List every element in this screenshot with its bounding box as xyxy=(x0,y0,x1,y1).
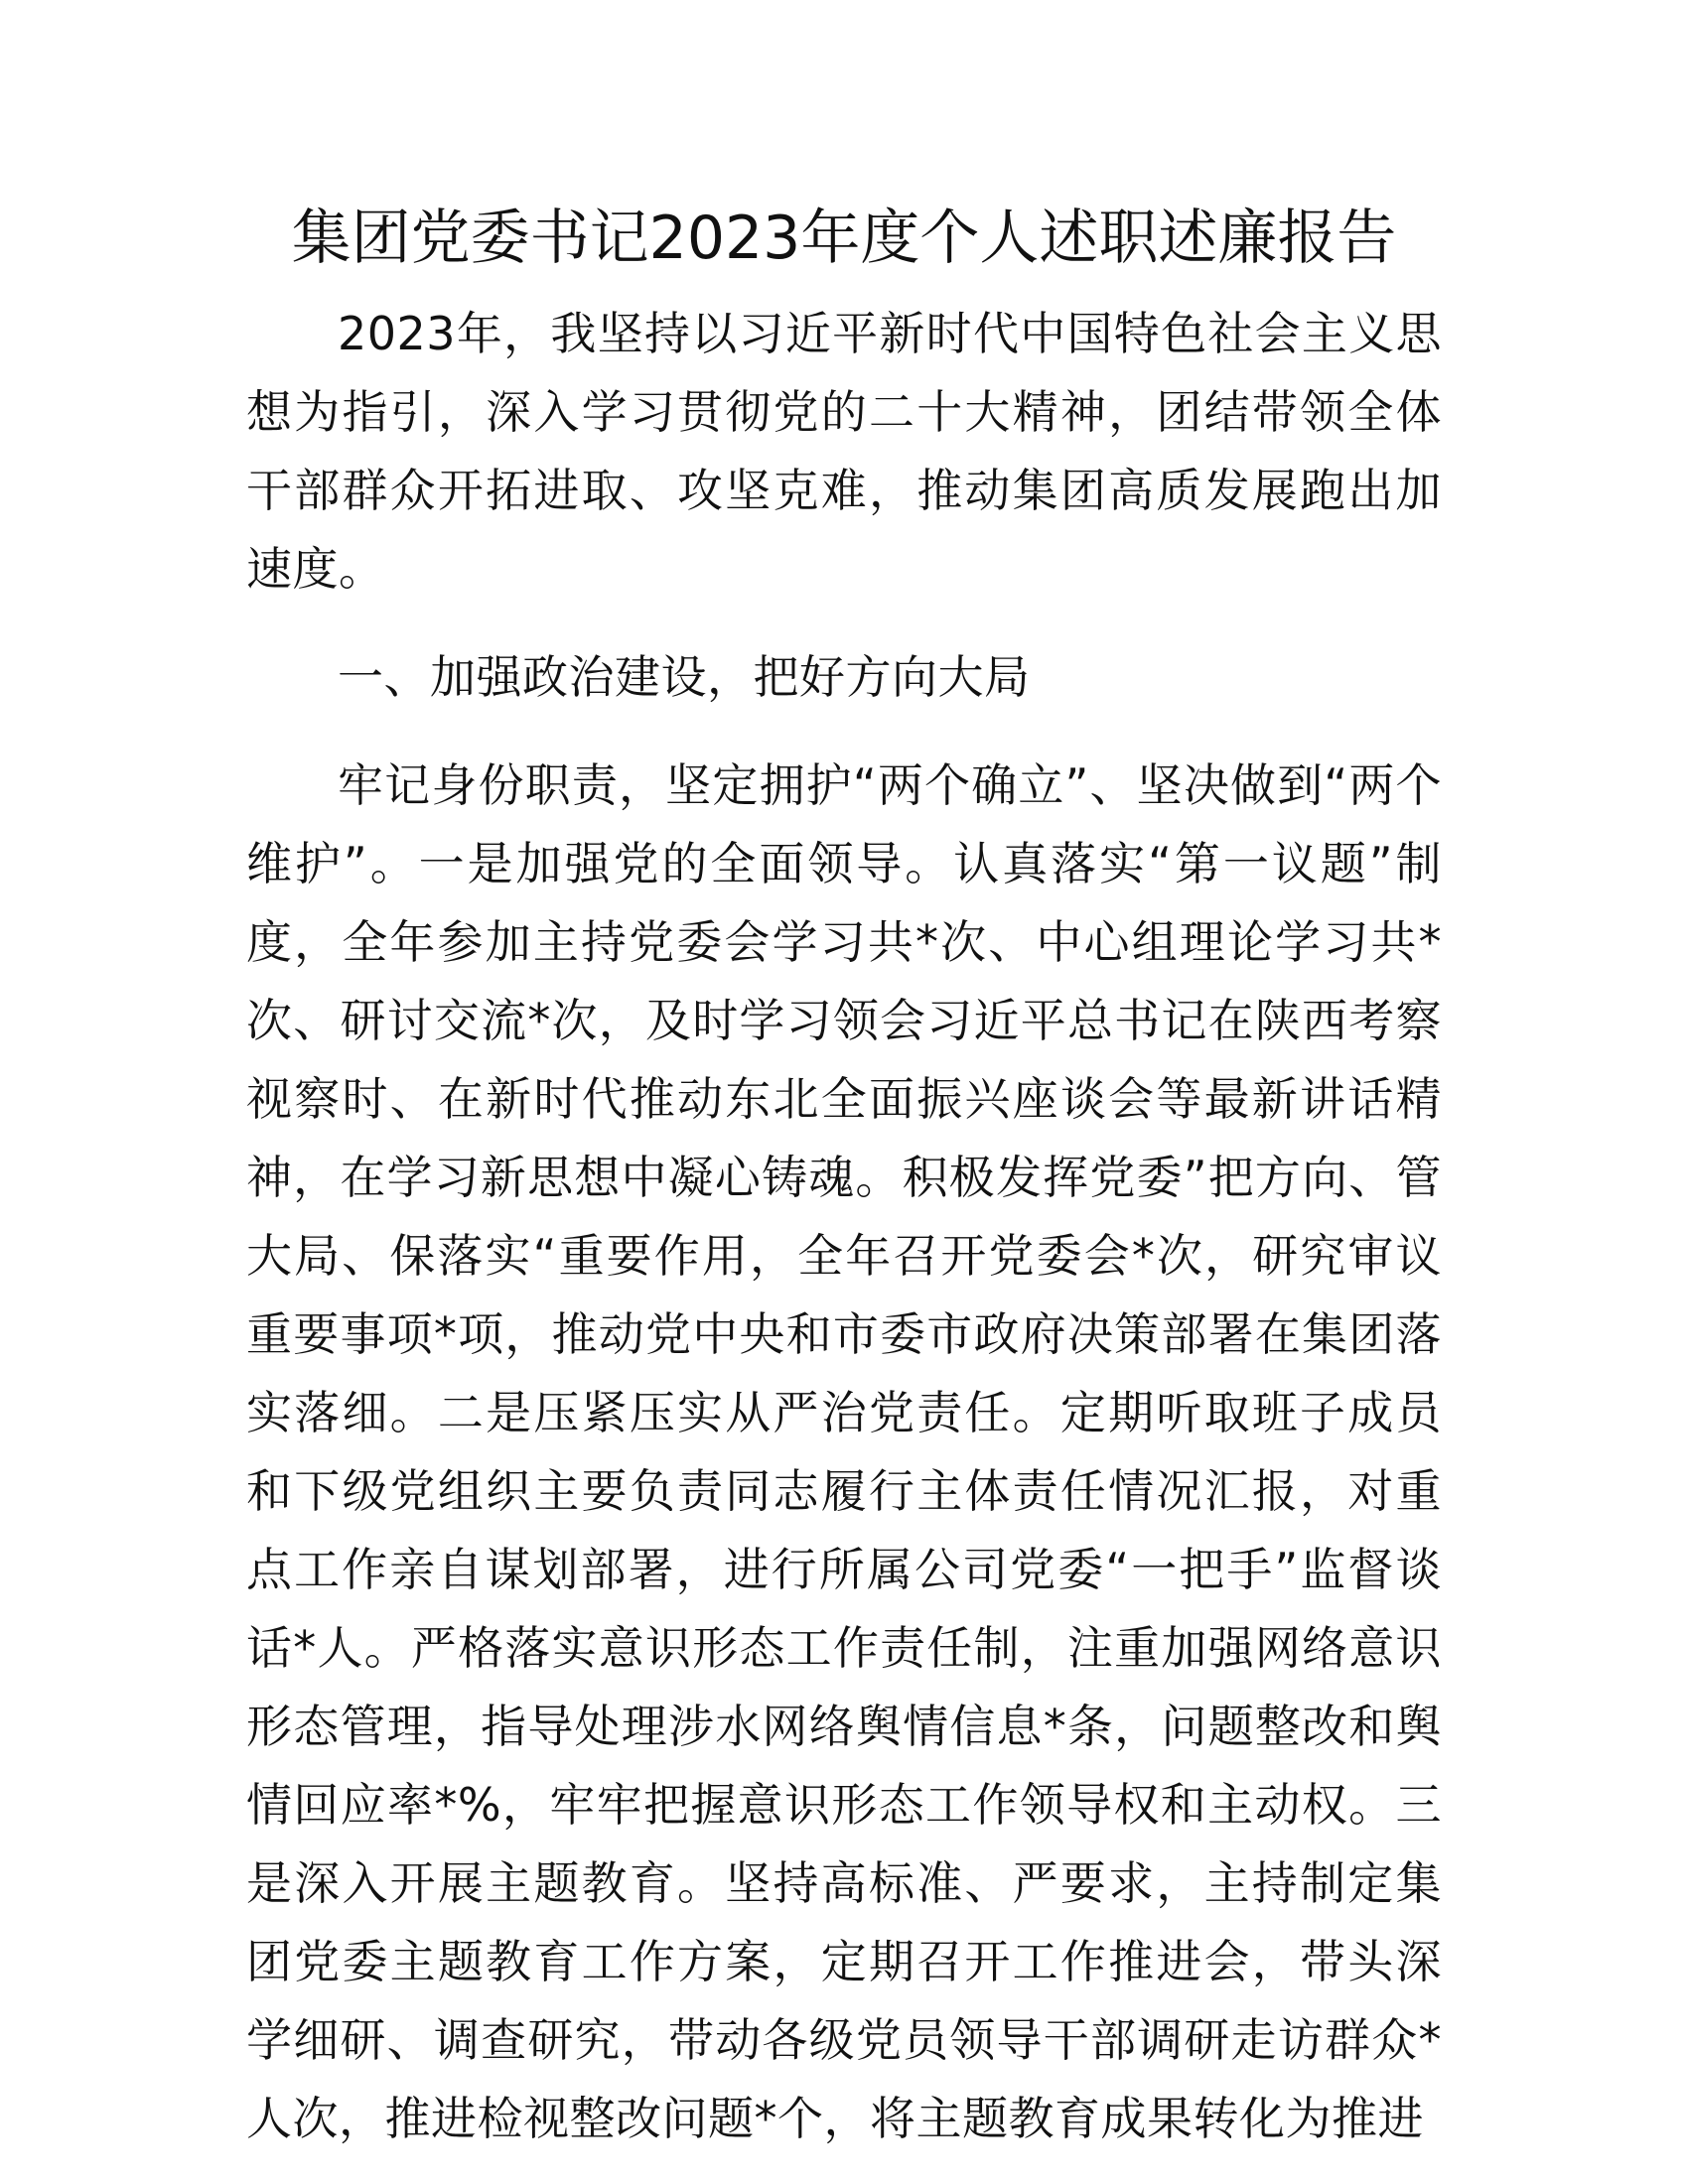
intro-paragraph: 2023年，我坚持以习近平新时代中国特色社会主义思想为指引，深入学习贯彻党的二十大精神，团结带领全体干部群众开拓进取、攻坚克难，推动集团高质发展跑出加速度。 xyxy=(246,307,1442,596)
section-1-paragraph: 牢记身份职责，坚定拥护“两个确立”、坚决做到“两个维护”。一是加强党的全面领导。认真落实“第一议题”制度，全年参加主持党委会学习共*次、中心组理论学习共*次、研讨交流*次，及时学习领会习近平总书记在陕西考察视察时、在新时代推动东北全面振兴座谈会等最新讲话精神，在学习新思想中凝心铸魂。积极发挥党委”把方向、管大局、保落实“重要作用，全年召开党委会*次，研究审议重要事项*项，推动党中央和市委市政府决策部署在集团落实落细。二是压紧压实从严治党责任。定期听取班子成员和下级党组织主要负责同志履行主体责任情况汇报，对重点工作亲自谋划部署，进行所属公司党委“一把手”监督谈话*人。严格落实意识形态工作责任制，注重加强网络意识形态管理，指导处理涉水网络舆情信息*条，问题整改和舆情回应率*%，牢牢把握意识形态工作领导权和主动权。三是深入开展主题教育。坚持高标准、严要求，主持制定集团党委主题教育工作方案，定期召开工作推进会，带头深学细研、调查研究，带动各级党员领导干部调研走访群众*人次，推进检视整改问题*个，将主题教育成果转化为推进 xyxy=(246,758,1442,2145)
section-1-heading: 一、加强政治建设，把好方向大局 xyxy=(338,650,1031,704)
document-title: 集团党委书记2023年度个人述职述廉报告 xyxy=(291,204,1397,273)
document-body xyxy=(246,295,1442,2158)
